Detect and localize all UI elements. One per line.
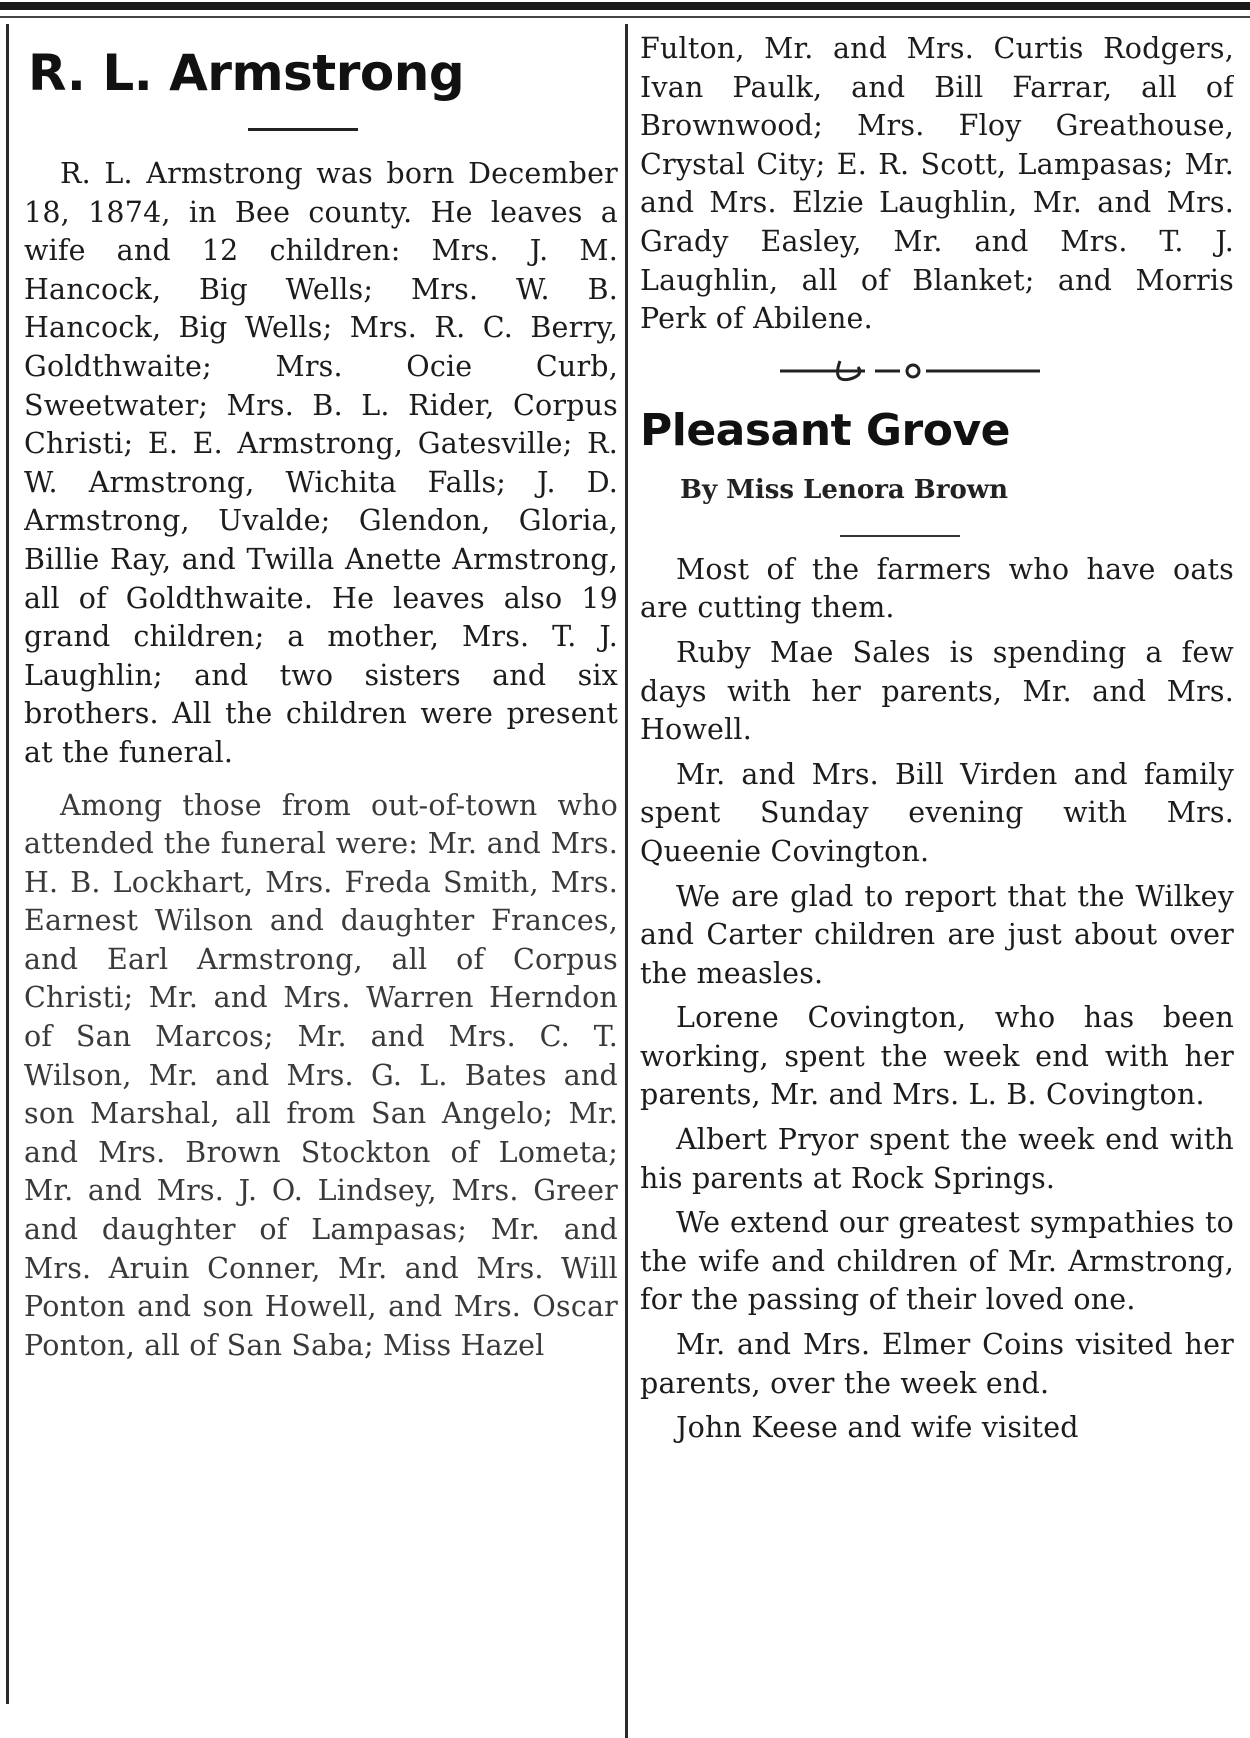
column-headline: Pleasant Grove [640, 404, 1010, 456]
news-item-9: John Keese and wife visited [676, 1411, 1079, 1445]
right-column [640, 30, 1234, 1735]
ornament-flourish-icon [780, 353, 1040, 387]
masthead-rule-thick [0, 2, 1250, 10]
news-item-7: We extend our greatest sympathies to the wife and children of Mr. Armstrong, for the passing of their loved one. [640, 1206, 1234, 1317]
section-ornament [640, 347, 1234, 397]
news-item-2: Ruby Mae Sales is spending a few days with her parents, Mr. and Mrs. Howell. [640, 635, 1234, 747]
obituary-paragraph-1: R. L. Armstrong was born December 18, 1874, in Bee county. He leaves a wife and 12 children: Mrs. J. M. Hancock, Big Wells; Mrs. W. B. Hancock, Big Wells; Mrs. R. C. Berry, Goldthwaite; Mrs. Ocie Curb, Sweetwater; Mrs. B. L. Rider, Corpus Christi; E. E. Armstrong, Gatesville; R. W. Armstrong, Wichita Falls; J. D. Armstrong, Uvalde; Glendon, Gloria, Billie Ray, and Twilla Anette Armstrong, all of Goldthwaite. He leaves also 19 grand children; a mother, Mrs. T. J. Laughlin; and two sisters and six brothers. All the children were present at the funeral. [24, 157, 618, 769]
left-border-rule [6, 24, 9, 1704]
obituary-headline: R. L. Armstrong [28, 44, 465, 102]
headline-divider [248, 128, 358, 131]
obituary-paragraph-2: Among those from out-of-town who attended the funeral were: Mr. and Mrs. H. B. Lockhart, Mrs. Freda Smith, Mrs. Earnest Wilson and daughter Frances, and Earl Armstrong, all of Corpus Christi; Mr. and Mrs. Warren Herndon of San Marcos; Mr. and Mrs. C. T. Wilson, Mr. and Mrs. G. L. Bates and son Marshal, all from San Angelo; Mr. and Mrs. Brown Stockton of Lometa; Mr. and Mrs. J. O. Lindsey, Mrs. Greer and daughter of Lampasas; Mr. and Mrs. Aruin Conner, Mr. and Mrs. Will Ponton and son Howell, and Mrs. Oscar Ponton, all of San Saba; Miss Hazel [24, 788, 618, 1362]
obituary-continuation: Fulton, Mr. and Mrs. Curtis Rodgers, Ivan Paulk, and Bill Farrar, all of Brownwood; Mrs. Floy Greathouse, Crystal City; E. R. Scott, Lampasas; Mr. and Mrs. Elzie Laughlin, Mr. and Mrs. Grady Easley, Mr. and Mrs. T. J. Laughlin, all of Blanket; and Morris Perk of Abilene. [640, 32, 1234, 336]
left-column [24, 30, 618, 1735]
masthead-rule-thin [0, 16, 1250, 18]
news-item-1: Most of the farmers who have oats are cutting them. [640, 552, 1234, 625]
news-item-4: We are glad to report that the Wilkey and Carter children are just about over the measles. [640, 879, 1234, 990]
byline-divider [840, 535, 960, 537]
news-item-3: Mr. and Mrs. Bill Virden and family spent Sunday evening with Mrs. Queenie Covington. [640, 757, 1234, 868]
news-item-5: Lorene Covington, who has been working, spent the week end with her parents, Mr. and Mrs. L. B. Covington. [640, 1001, 1234, 1112]
news-item-8: Mr. and Mrs. Elmer Coins visited her parents, over the week end. [640, 1328, 1234, 1400]
byline: By Miss Lenora Brown [680, 474, 1009, 505]
news-item-6: Albert Pryor spent the week end with his parents at Rock Springs. [640, 1123, 1234, 1195]
column-divider-rule [625, 24, 628, 1738]
